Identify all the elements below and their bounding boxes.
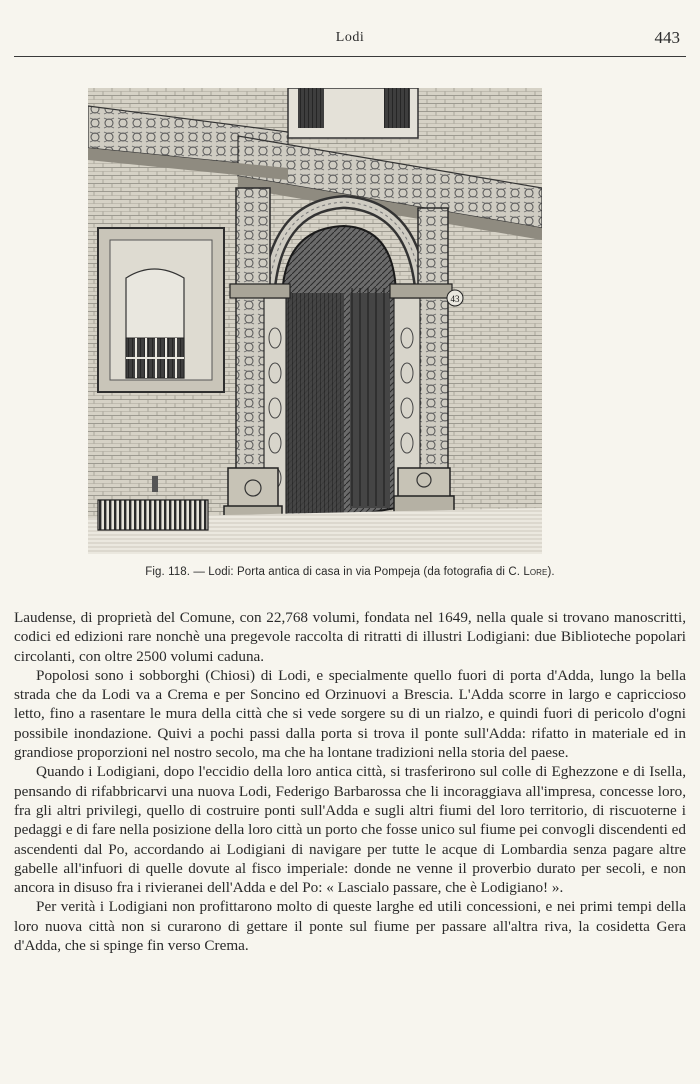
paragraph: Popolosi sono i sobborghi (Chiosi) di Lodi, e specialmente quello fuori di porta d'Adda, lungo la bella strada che da Lodi va a Crema e per Soncino ed Orzinuovi a Brescia. L'Adda scorre in largo e capriccioso letto, fino a rasentare le mura della città che si vede sorgere su di un rialzo, e quindi fuori di pericolo d'ogni possibile inondazione. Quivi a pochi passi dalla porta si trova il ponte sull'Adda: rifatto in materiale ed in grandiose proporzioni nel nostro secolo, ma che ha lontane tradizioni nella storia del paese. [14, 666, 686, 762]
paragraph: Per verità i Lodigiani non profittarono molto di queste larghe ed utili concessioni, e nei primi tempi della loro nuova città non si curarono di gettare il ponte sul fiume per passare all'altra riva, la cosidetta Gera d'Adda, che si spinge fin verso Crema. [14, 898, 686, 955]
caption-author: Lore [523, 566, 548, 578]
caption-suffix: ). [547, 566, 555, 578]
paragraph: Laudense, di proprietà del Comune, con 22,768 volumi, fondata nel 1649, nella quale si trovano manoscritti, codici ed edizioni rare nonchè una pregevole raccolta di ritratti di illustri Lodigiani: due Biblioteche popolari circolanti, con oltre 2500 volumi caduna. [14, 609, 686, 665]
paragraph: Quando i Lodigiani, dopo l'eccidio della loro antica città, si trasferirono sul colle di Eghezzone e di Isella, pensando di rifabbricarvi una nuova Lodi, Federigo Barbarossa che li incoraggiava all'impresa, concesse loro, fra gli altri privilegi, quello di costruire ponti sull'Adda e sugli altri fiumi del loro territorio, di riscuoterne i pedaggi e di fare nella posizione della loro città un porto che fosse unico sul fiume pei convogli discendenti ed ascendenti dal Po, accordando ai Lodigiani di navigare per tutte le acque di Lombardia senza pagare altre gabelle all'infuori di quelle dovute al fisco imperiale: donde ne venne il proverbio durato per secoli, e non ancora in disuso fra i rivieranei dell'Adda e del Po: « Lascialo passare, che è Lodigiano! ». [14, 763, 686, 897]
basement-grate [98, 500, 208, 530]
doorway-engraving [88, 88, 542, 554]
running-title: Lodi [335, 30, 365, 45]
caption-text: Fig. 118. — Lodi: Porta antica di casa in via Pompeja (da fotografia di C. [145, 566, 521, 578]
running-header [14, 28, 686, 57]
house-number: 43 [450, 294, 460, 304]
article-body [14, 608, 686, 955]
page-number: 443 [654, 28, 680, 47]
engraving-figure [88, 88, 542, 554]
figure-caption [30, 566, 670, 578]
